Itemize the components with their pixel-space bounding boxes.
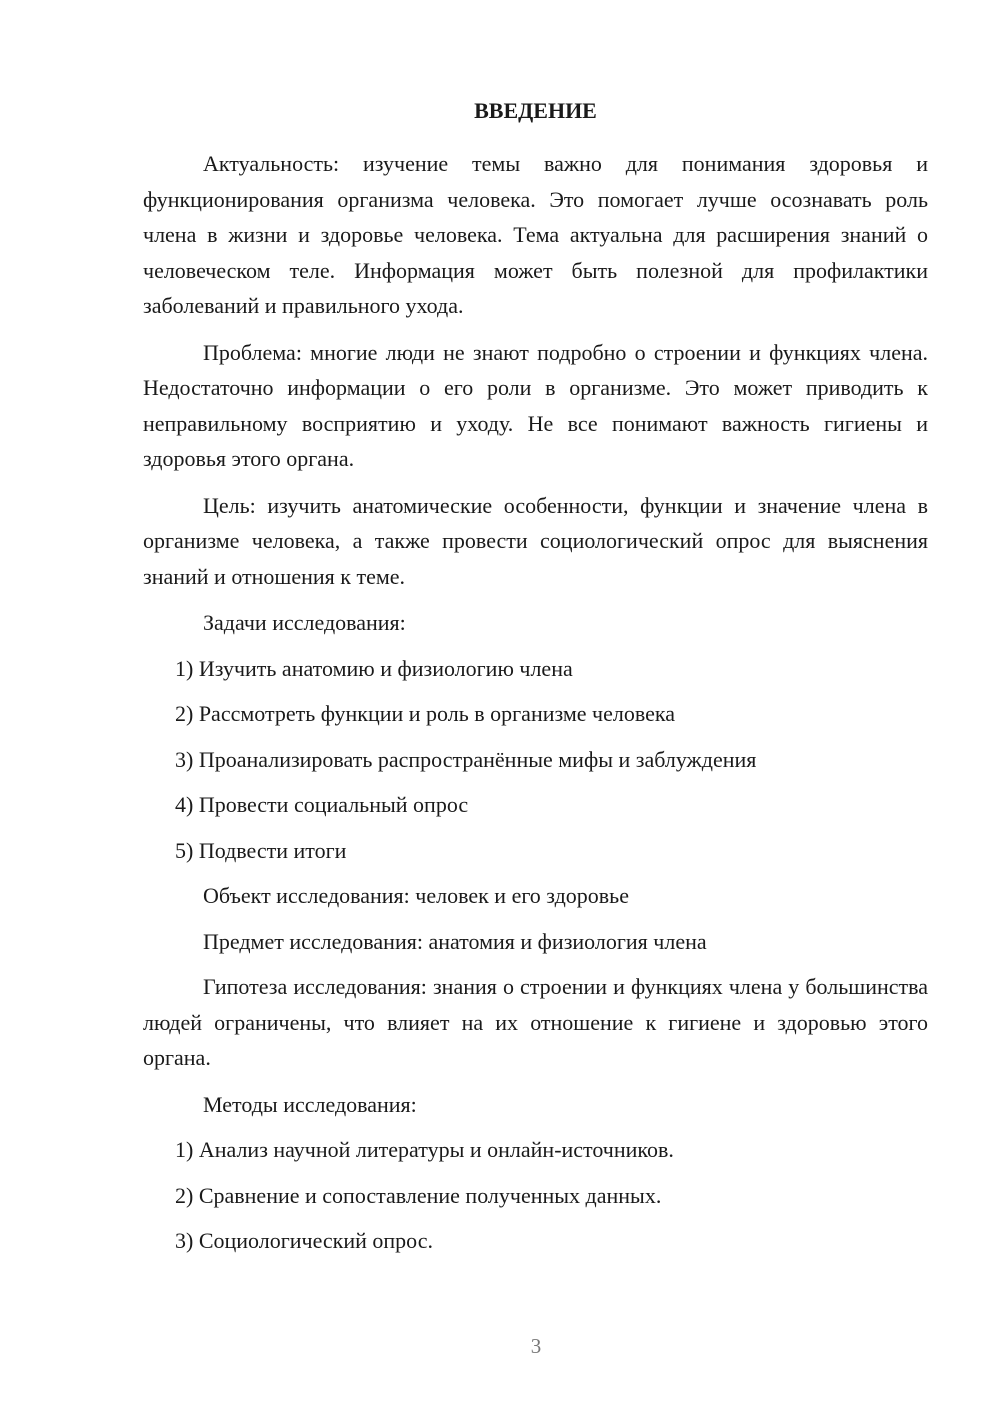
research-object: Объект исследования: человек и его здоровье — [203, 883, 629, 908]
method-item: 1) Анализ научной литературы и онлайн-источников. — [175, 1137, 674, 1162]
methods-heading: Методы исследования: — [203, 1091, 417, 1117]
task-item: 1) Изучить анатомию и физиологию члена — [175, 655, 573, 681]
task-item: 3) Проанализировать распространённые мифы и заблуждения — [175, 746, 757, 772]
task-item: 4) Провести социальный опрос — [175, 792, 469, 817]
tasks-heading: Задачи исследования: — [203, 610, 406, 635]
goal-paragraph: Цель: изучить анатомические особенности, функции и значение члена в организме человека, а также провести социологический опрос для выяснения знаний и отношения к теме. — [143, 492, 928, 589]
task-item: 5) Подвести итоги — [175, 837, 347, 863]
section-title: ВВЕДЕНИЕ — [474, 98, 597, 123]
page-content — [143, 96, 928, 1269]
methods-list — [143, 1132, 928, 1258]
task-item: 2) Рассмотреть функции и роль в организме человека — [175, 701, 676, 726]
relevance-paragraph: Актуальность: изучение темы важно для понимания здоровья и функционирования организма человека. Это помогает лучше осознавать роль члена в жизни и здоровье человека. Тема актуальна для расширения знаний о человеческом теле. Информация может быть полезной для профилактики заболеваний и правильного ухода. — [143, 151, 928, 318]
hypothesis-paragraph: Гипотеза исследования: знания о строении и функциях члена у большинства людей ограничены, что влияет на их отношение к гигиене и здоровью этого органа. — [143, 974, 928, 1070]
page-number: 3 — [530, 1334, 542, 1358]
method-item: 3) Социологический опрос. — [175, 1228, 433, 1253]
research-subject: Предмет исследования: анатомия и физиология члена — [203, 928, 707, 954]
problem-paragraph: Проблема: многие люди не знают подробно о строении и функциях члена. Недостаточно информации о его роли в организме. Это может приводить к неправильному восприятию и уходу. Не все понимают важность гигиены и здоровья этого органа. — [143, 339, 928, 471]
method-item: 2) Сравнение и сопоставление полученных данных. — [175, 1182, 662, 1208]
tasks-list — [143, 651, 928, 868]
